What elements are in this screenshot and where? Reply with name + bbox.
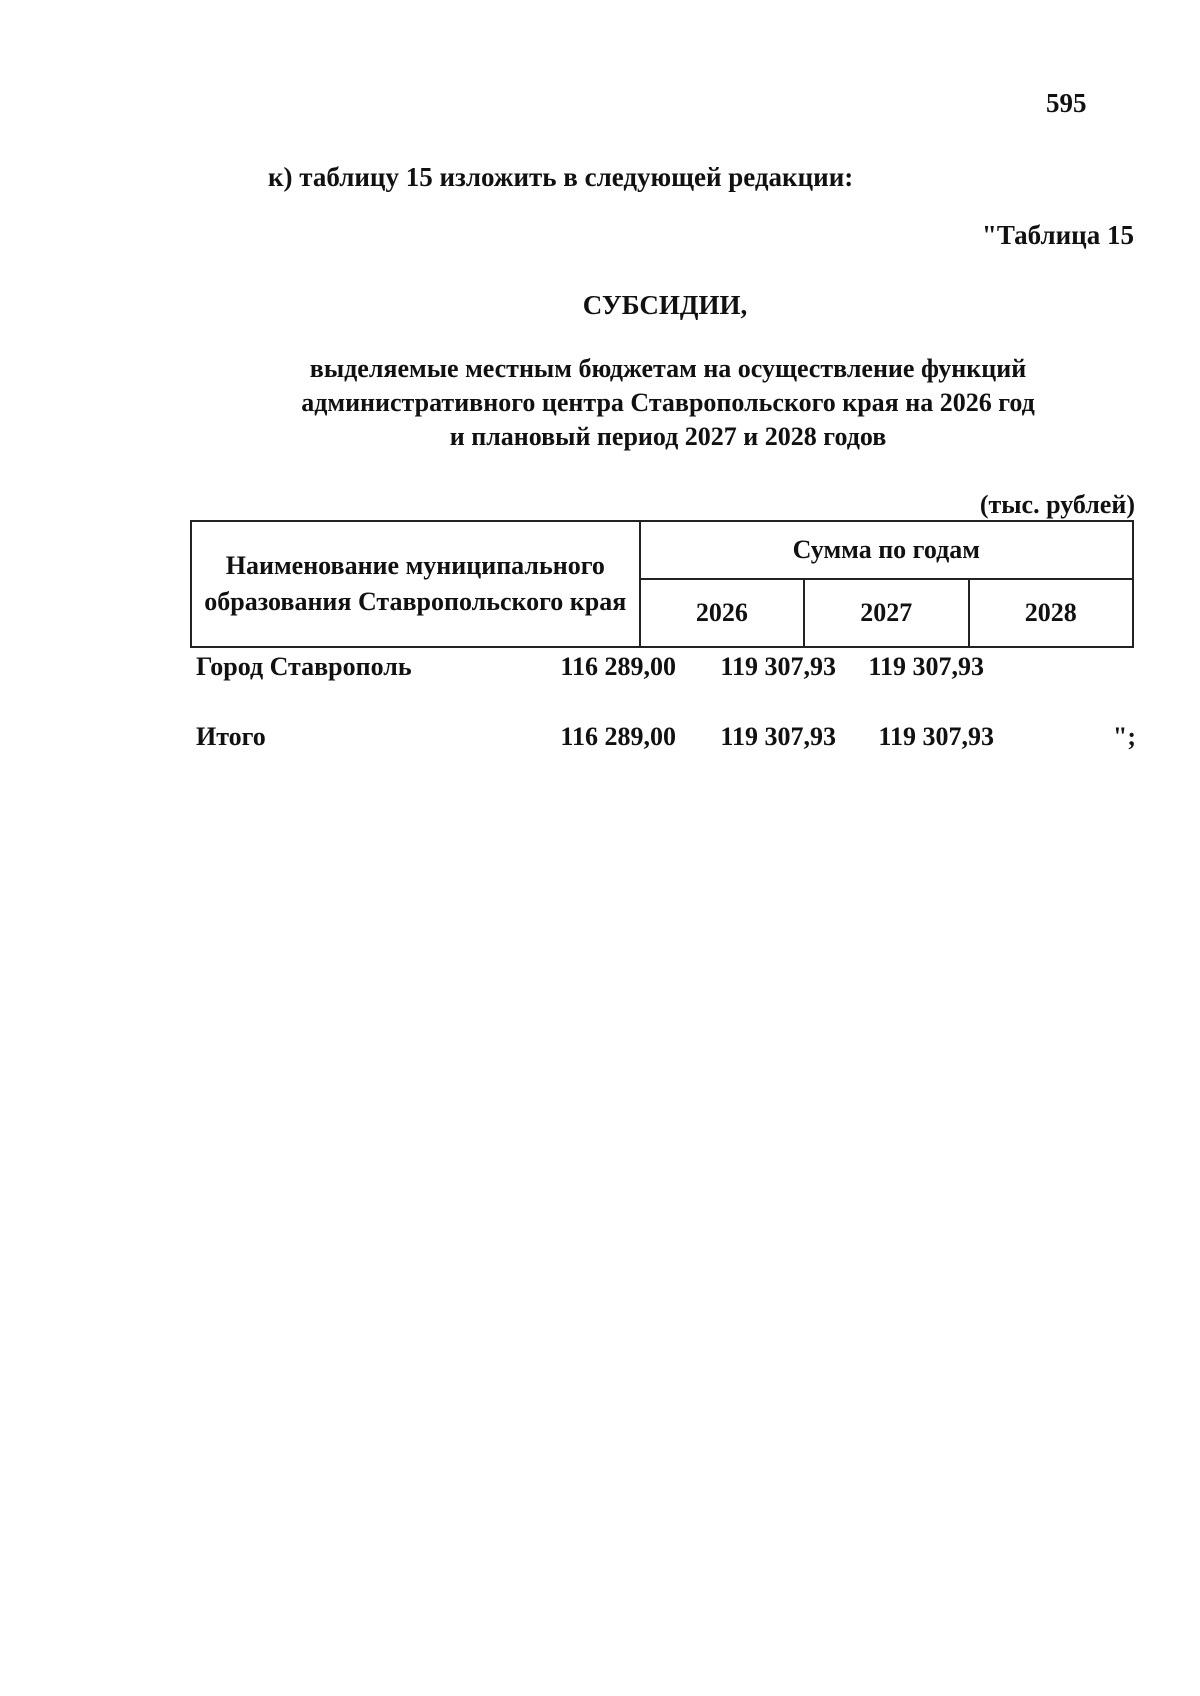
- header-municipality: Наименование муниципального образования Ставропольского края: [191, 521, 640, 647]
- table-total-row: [196, 722, 1136, 762]
- row-value-2027: 119 307,93: [720, 652, 836, 681]
- document-title: СУБСИДИИ,: [582, 290, 748, 320]
- units-label: (тыс. рублей): [979, 490, 1135, 519]
- header-year-2026: 2026: [640, 579, 804, 647]
- table-label: "Таблица 15: [981, 220, 1134, 250]
- row-name: Город Ставрополь: [196, 652, 412, 681]
- total-value-2026: 116 289,00: [560, 722, 676, 751]
- header-sum-by-years: Сумма по годам: [640, 521, 1133, 579]
- intro-text: к) таблицу 15 изложить в следующей редакции:: [268, 162, 854, 192]
- header-year-2027: 2027: [804, 579, 968, 647]
- subtitle-line: выделяемые местным бюджетам на осуществление функций: [309, 354, 1027, 383]
- header-year-2028: 2028: [969, 579, 1133, 647]
- page-number: 595: [1046, 88, 1087, 118]
- subsidies-table-header: [190, 520, 1134, 648]
- subtitle-line: административного центра Ставропольского края на 2026 год: [301, 388, 1035, 417]
- row-value-2028: 119 307,93: [868, 652, 984, 681]
- table-row: [196, 652, 1136, 692]
- document-subtitle: [278, 352, 1058, 454]
- row-value-2026: 116 289,00: [560, 652, 676, 681]
- total-label: Итого: [196, 722, 266, 751]
- closing-quote-mark: ";: [1112, 722, 1136, 751]
- total-value-2027: 119 307,93: [720, 722, 836, 751]
- subtitle-line: и плановый период 2027 и 2028 годов: [449, 422, 887, 451]
- total-value-2028: 119 307,93: [878, 722, 994, 751]
